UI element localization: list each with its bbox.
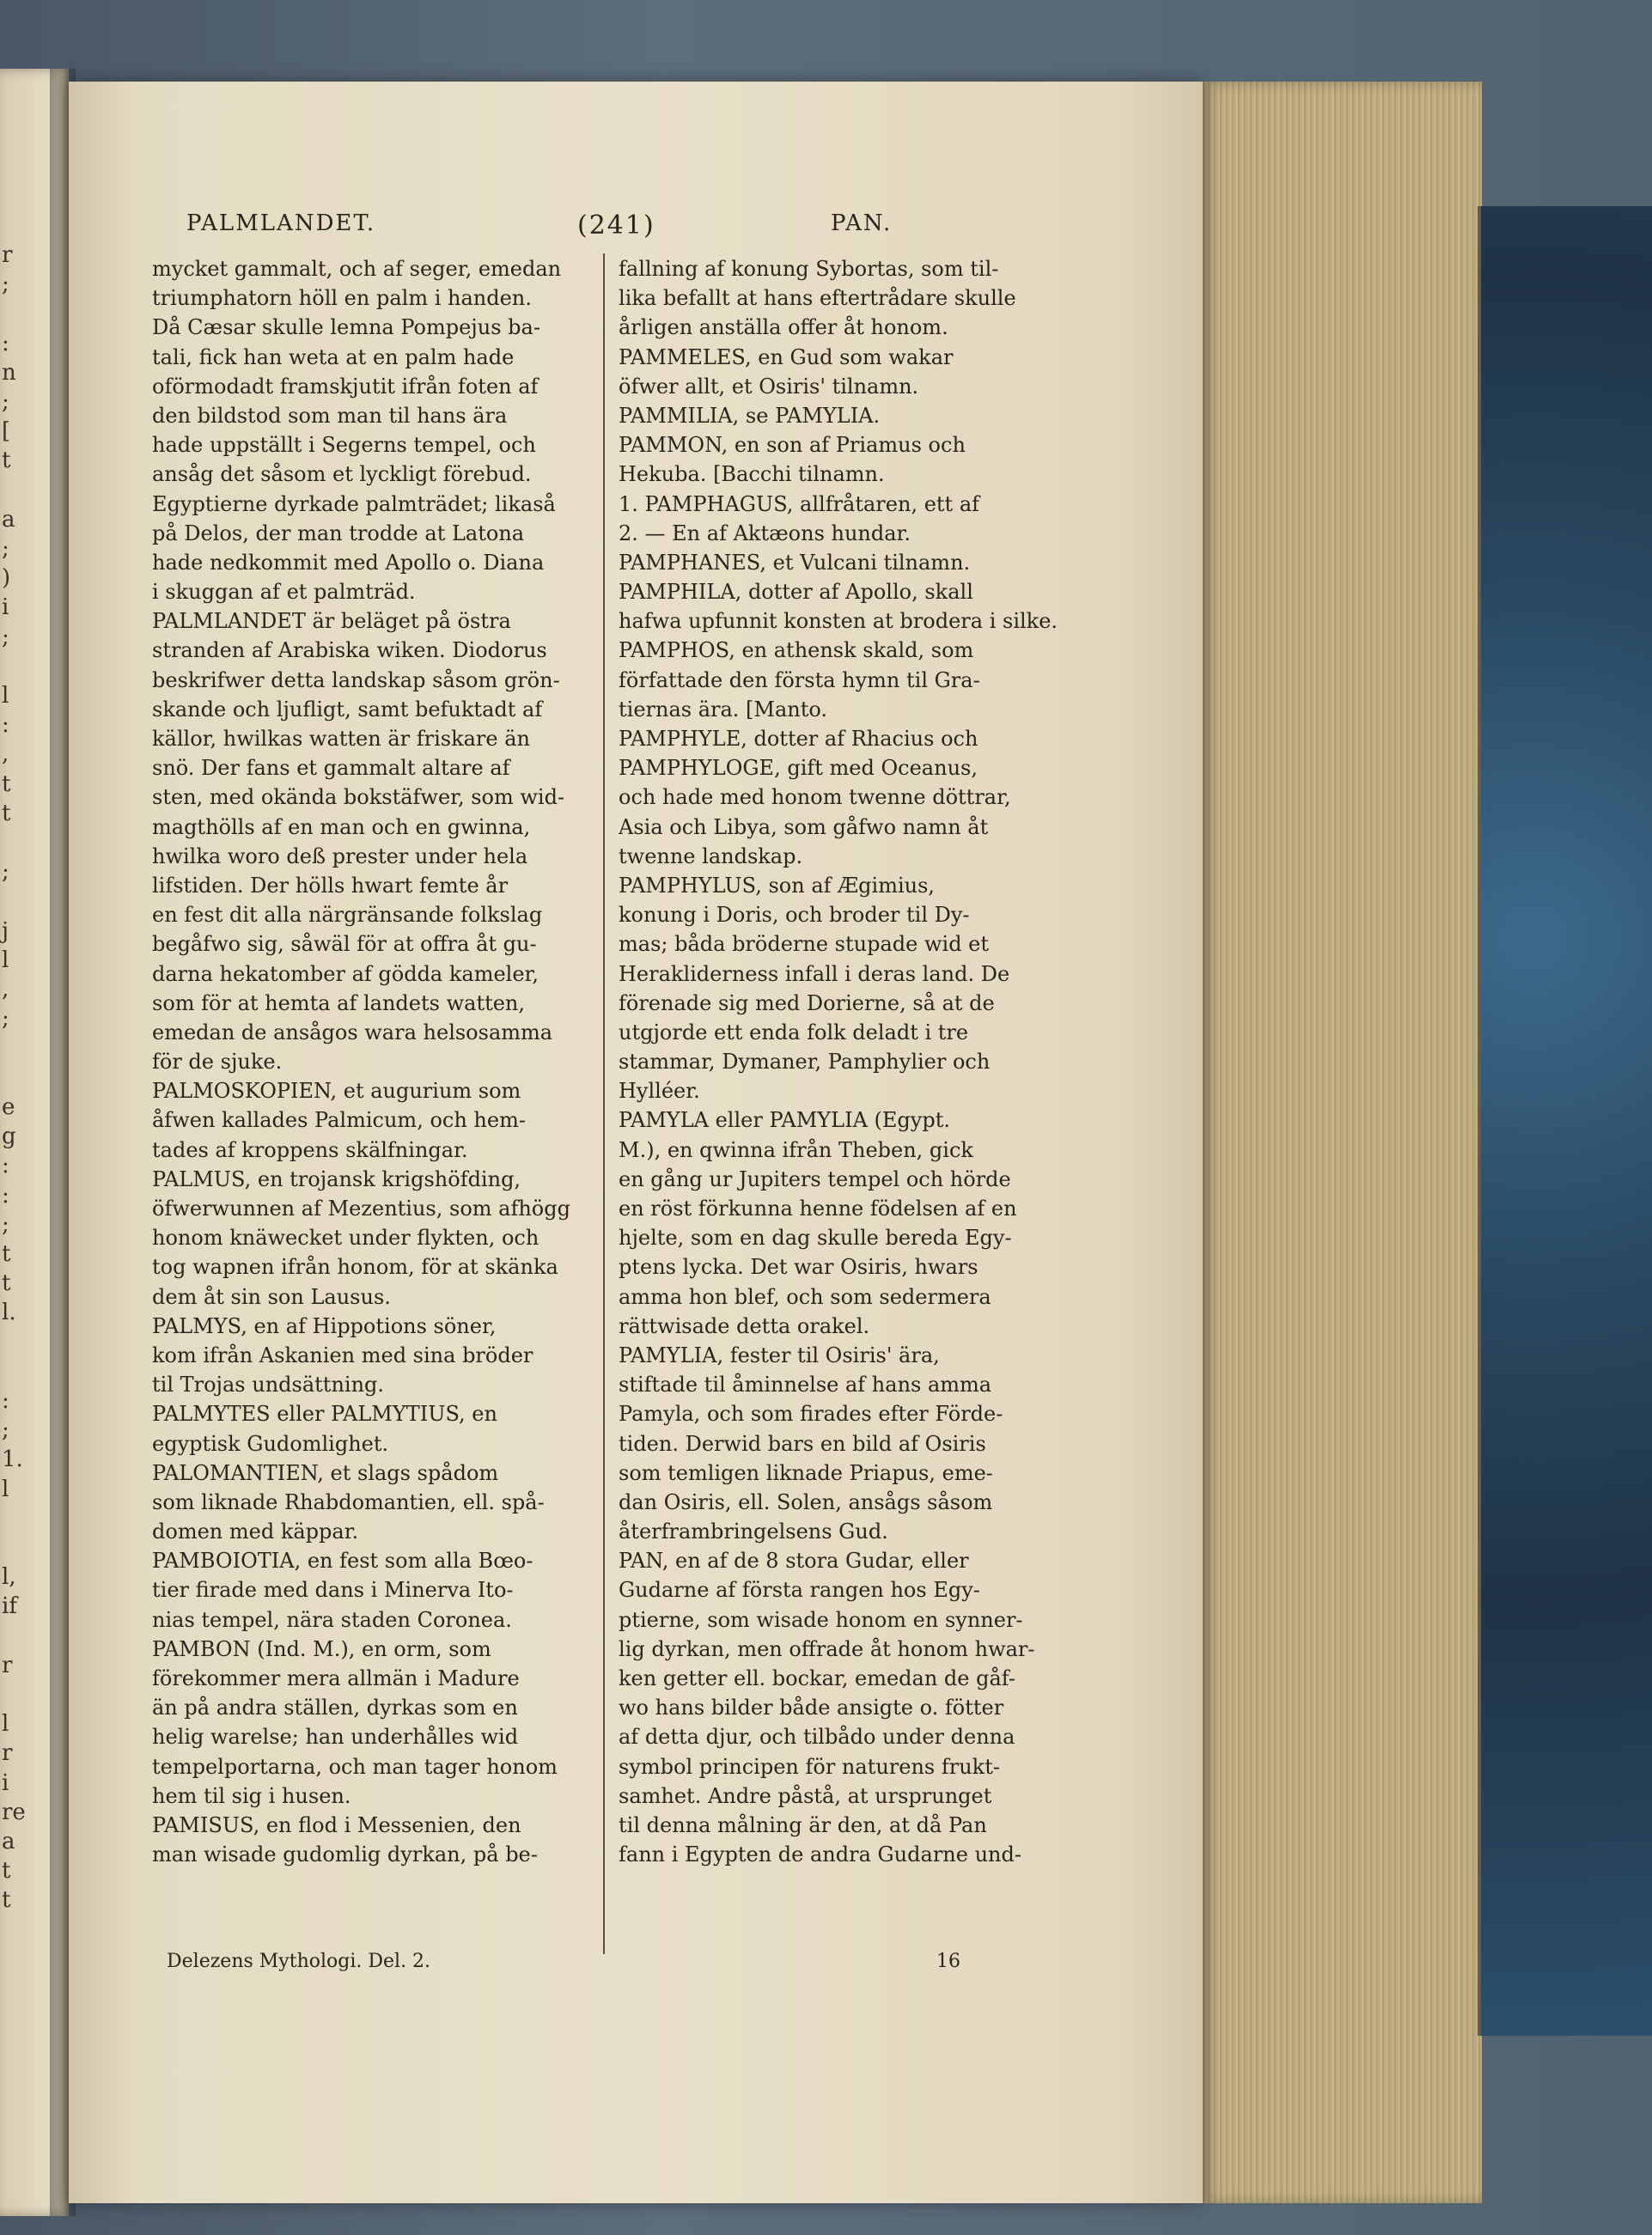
text-line: ptens lycka. Det war Osiris, hwars xyxy=(619,1255,978,1280)
text-line: symbol principen för naturens frukt- xyxy=(619,1754,1000,1779)
text-line: som liknade Rhabdomantien, ell. spå- xyxy=(152,1489,545,1514)
text-line: PAMYLIA, fester til Osiris' ära, xyxy=(619,1343,940,1367)
text-line: til Trojas undsättning. xyxy=(152,1373,385,1398)
text-line: skande och ljufligt, samt befuktadt af xyxy=(152,697,543,722)
text-line: öfwerwunnen af Mezentius, som afhögg xyxy=(152,1197,570,1221)
text-line: stammar, Dymaner, Pamphylier och xyxy=(619,1050,991,1075)
text-line: förenade sig med Dorierne, så at de xyxy=(619,990,995,1015)
text-line: PAMMELES, en Gud som wakar xyxy=(619,344,954,369)
text-line: stranden af Arabiska wiken. Diodorus xyxy=(152,638,547,663)
text-line: lifstiden. Der hölls hwart femte år xyxy=(152,873,509,898)
text-line: och hade med honom twenne döttrar, xyxy=(619,785,1011,810)
text-line: PAN, en af de 8 stora Gudar, eller xyxy=(619,1549,969,1574)
text-line: PALMOSKOPIEN, et augurium som xyxy=(152,1079,521,1104)
text-line: tempelportarna, och man tager honom xyxy=(152,1754,558,1779)
text-column-right xyxy=(619,254,1108,1869)
text-line: den bildstod som man til hans ära xyxy=(152,403,508,428)
text-line: M.), en qwinna ifrån Theben, gick xyxy=(619,1137,973,1162)
text-line: dan Osiris, ell. Solen, ansågs såsom xyxy=(619,1489,993,1514)
text-line: emedan de ansågos wara helsosamma xyxy=(152,1020,553,1044)
column-rule xyxy=(603,253,605,1954)
text-line: Hylléer. xyxy=(619,1079,700,1104)
text-line: PAMPHYLOGE, gift med Oceanus, xyxy=(619,756,978,781)
text-line: hjelte, som en dag skulle bereda Egy- xyxy=(619,1226,1012,1251)
text-line: snö. Der fans et gammalt altare af xyxy=(152,756,510,781)
text-line: tiernas ära. [Manto. xyxy=(619,697,828,722)
text-line: förekommer mera allmän i Madure xyxy=(152,1666,520,1690)
text-line: tiden. Derwid bars en bild af Osiris xyxy=(619,1431,986,1456)
text-line: som temligen liknade Priapus, eme- xyxy=(619,1460,993,1485)
text-line: Gudarne af första rangen hos Egy- xyxy=(619,1578,980,1603)
text-line: tali, fick han weta at en palm hade xyxy=(152,344,515,369)
text-line: lika befallt at hans eftertrådare skulle xyxy=(619,286,1016,311)
text-line: Pamyla, och som firades efter Förde- xyxy=(619,1402,1003,1427)
text-line: som för at hemta af landets watten, xyxy=(152,990,526,1015)
text-line: PAMYLA eller PAMYLIA (Egypt. xyxy=(619,1108,950,1133)
text-line: öfwer allt, et Osiris' tilnamn. xyxy=(619,374,919,399)
text-line: PAMBOIOTIA, en fest som alla Bœo- xyxy=(152,1549,533,1574)
footer-sheet-number: 16 xyxy=(936,1951,960,1972)
text-line: källor, hwilkas watten är friskare än xyxy=(152,727,531,751)
text-line: begåfwo sig, såwäl för at offra åt gu- xyxy=(152,932,537,957)
text-column-left xyxy=(152,254,599,1869)
text-line: författade den första hymn til Gra- xyxy=(619,667,980,692)
text-line: årligen anställa offer åt honom. xyxy=(619,315,948,340)
footer-signature: Delezens Mythologi. Del. 2. xyxy=(167,1951,431,1972)
text-line: PAMPHYLE, dotter af Rhacius och xyxy=(619,727,978,751)
text-line: man wisade gudomlig dyrkan, på be- xyxy=(152,1842,538,1867)
text-line: til denna målning är den, at då Pan xyxy=(619,1812,987,1837)
text-line: för de sjuke. xyxy=(152,1050,283,1075)
header-left-word: PALMLANDET. xyxy=(186,210,376,236)
text-line: rättwisade detta orakel. xyxy=(619,1313,870,1338)
book-page xyxy=(69,82,1203,2203)
text-line: PALOMANTIEN, et slags spådom xyxy=(152,1460,499,1485)
text-line: Herakliderness infall i deras land. De xyxy=(619,961,1010,986)
text-line: än på andra ställen, dyrkas som en xyxy=(152,1696,518,1720)
text-line: åfwen kallades Palmicum, och hem- xyxy=(152,1108,526,1133)
text-line: PAMISUS, en flod i Messenien, den xyxy=(152,1812,521,1837)
text-line: hwilka woro deß prester under hela xyxy=(152,843,528,868)
text-line: nias tempel, nära staden Coronea. xyxy=(152,1607,512,1632)
text-line: PAMBON (Ind. M.), en orm, som xyxy=(152,1636,491,1661)
text-line: fallning af konung Sybortas, som til- xyxy=(619,257,999,281)
text-line: PAMPHANES, et Vulcani tilnamn. xyxy=(619,550,971,575)
text-line: honom knäwecket under flykten, och xyxy=(152,1226,539,1251)
text-line: i skuggan af et palmträd. xyxy=(152,580,416,605)
text-line: amma hon blef, och som sedermera xyxy=(619,1284,991,1309)
text-line: helig warelse; han underhålles wid xyxy=(152,1725,519,1750)
text-line: en fest dit alla närgränsande folkslag xyxy=(152,903,543,928)
text-line: Hekuba. [Bacchi tilnamn. xyxy=(619,462,885,487)
text-line: tog wapnen ifrån honom, för at skänka xyxy=(152,1255,558,1280)
text-line: mas; båda bröderne stupade wid et xyxy=(619,932,990,957)
text-line: konung i Doris, och broder til Dy- xyxy=(619,903,970,928)
text-line: tades af kroppens skälfningar. xyxy=(152,1137,468,1162)
text-line: en röst förkunna henne födelsen af en xyxy=(619,1197,1017,1221)
text-line: en gång ur Jupiters tempel och hörde xyxy=(619,1166,1011,1191)
text-line: PALMUS, en trojansk krigshöfding, xyxy=(152,1166,521,1191)
text-line: oförmodadt framskjutit ifrån foten af xyxy=(152,374,539,399)
text-line: domen med käppar. xyxy=(152,1519,359,1544)
text-line: Egyptierne dyrkade palmträdet; likaså xyxy=(152,491,556,516)
text-line: stiftade til åminnelse af hans amma xyxy=(619,1373,992,1398)
text-line: twenne landskap. xyxy=(619,843,803,868)
text-line: PAMPHILA, dotter af Apollo, skall xyxy=(619,580,973,605)
text-line: hade nedkommit med Apollo o. Diana xyxy=(152,550,545,575)
text-line: PALMYS, en af Hippotions söner, xyxy=(152,1313,497,1338)
page-number: (241) xyxy=(577,210,655,241)
text-line: kom ifrån Askanien med sina bröder xyxy=(152,1343,533,1367)
text-line: dem åt sin son Lausus. xyxy=(152,1284,391,1309)
text-line: tier firade med dans i Minerva Ito- xyxy=(152,1578,514,1603)
text-line: mycket gammalt, och af seger, emedan xyxy=(152,257,562,281)
text-line: hade uppställt i Segerns tempel, och xyxy=(152,433,536,458)
text-line: fann i Egypten de andra Gudarne und- xyxy=(619,1842,1021,1867)
text-line: beskrifwer detta landskap såsom grön- xyxy=(152,667,560,692)
text-line: Då Cæsar skulle lemna Pompejus ba- xyxy=(152,315,540,340)
text-line: hafwa upfunnit konsten at brodera i silke. xyxy=(619,609,1058,634)
text-line: Asia och Libya, som gåfwo namn åt xyxy=(619,814,989,839)
text-line: af detta djur, och tilbådo under denna xyxy=(619,1725,1015,1750)
text-line: ptierne, som wisade honom en synner- xyxy=(619,1607,1023,1632)
running-header xyxy=(186,210,1174,253)
book-binding xyxy=(1478,206,1652,2036)
text-line: egyptisk Gudomlighet. xyxy=(152,1431,389,1456)
text-line: darna hekatomber af gödda kameler, xyxy=(152,961,539,986)
text-line: återframbringelsens Gud. xyxy=(619,1519,888,1544)
text-line: ken getter ell. bockar, emedan de gåf- xyxy=(619,1666,1015,1690)
text-line: PALMYTES eller PALMYTIUS, en xyxy=(152,1402,497,1427)
text-line: triumphatorn höll en palm i handen. xyxy=(152,286,532,311)
text-line: PALMLANDET är beläget på östra xyxy=(152,609,511,634)
text-line: på Delos, der man trodde at Latona xyxy=(152,521,525,545)
text-line: PAMPHOS, en athensk skald, som xyxy=(619,638,974,663)
text-line: hem til sig i husen. xyxy=(152,1783,351,1808)
text-line: PAMMON, en son af Priamus och xyxy=(619,433,966,458)
text-line: PAMPHYLUS, son af Ægimius, xyxy=(619,873,936,898)
text-line: ansåg det såsom et lyckligt förebud. xyxy=(152,462,532,487)
text-line: PAMMILIA, se PAMYLIA. xyxy=(619,403,881,428)
text-line: 2. — En af Aktæons hundar. xyxy=(619,521,911,545)
text-line: sten, med okända bokstäfwer, som wid- xyxy=(152,785,565,810)
text-line: magthölls af en man och en gwinna, xyxy=(152,814,531,839)
text-line: samhet. Andre påstå, at ursprunget xyxy=(619,1783,992,1808)
page-block-edge xyxy=(1198,82,1482,2203)
text-line: utgjorde ett enda folk deladt i tre xyxy=(619,1020,969,1044)
text-line: 1. PAMPHAGUS, allfråtaren, ett af xyxy=(619,491,980,516)
header-right-word: PAN. xyxy=(831,210,893,236)
text-line: wo hans bilder både ansigte o. fötter xyxy=(619,1696,1004,1720)
text-line: lig dyrkan, men offrade åt honom hwar- xyxy=(619,1636,1035,1661)
left-page-text-fragments: r ; : n ; [ t a ; ) i ; l : , t t ; j l , ; e g : : ; t t l. : ; 1. l l, if r l r i re a t t xyxy=(2,242,26,1914)
